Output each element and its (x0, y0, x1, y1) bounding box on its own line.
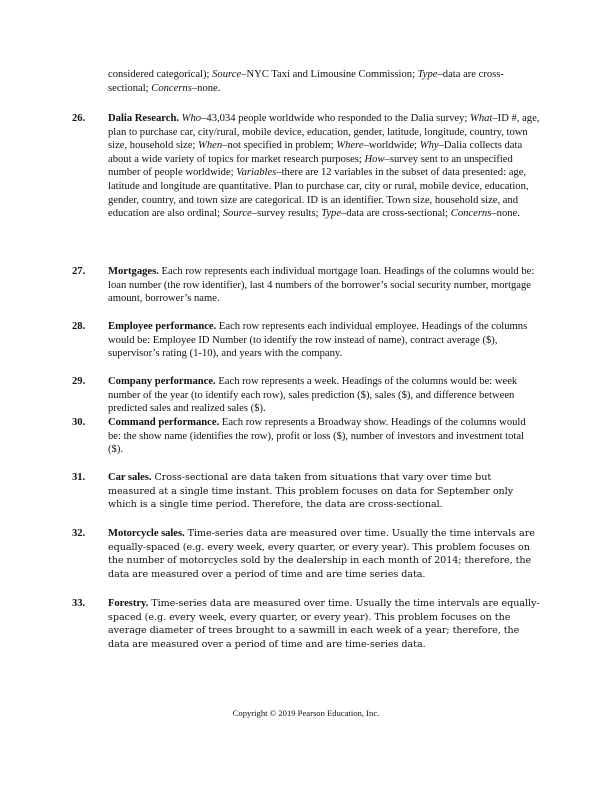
answer-number: 32. (72, 528, 86, 539)
answer-31 (72, 471, 540, 512)
italic-term: When (198, 140, 223, 152)
answer-30 (72, 416, 540, 457)
answer-number: 28. (72, 321, 86, 332)
answer-text: Each row represents each individual employee. Headings of the columns would be: Employee ID Number (to identify the row instead of name), contract average ($), supervisor’s rating (1-10), and years with the company. (108, 321, 528, 360)
text-run: –not specified in problem; (222, 140, 337, 152)
answer-number: 29. (72, 376, 86, 387)
italic-term: Source (212, 69, 242, 80)
text-run: –survey sent to an unspecified number of people worldwide; (108, 153, 513, 179)
answer-text: Cross-sectional are data taken from situations that vary over time but measured at a single time instant. This problem focuses on data for September only which is a single time period. Therefore, the data are cross-sectional. (108, 472, 514, 511)
answer-title: Motorcycle sales. (108, 528, 185, 539)
answer-number: 26. (72, 113, 86, 124)
text-run: –NYC Taxi and Limousine Commission; (241, 69, 418, 80)
italic-term: Source (222, 208, 252, 220)
answer-28 (72, 320, 542, 361)
answer-text (108, 113, 539, 219)
text-run: considered categorical); (108, 69, 213, 80)
text-run: –none. (491, 208, 520, 220)
answer-text: Time-series data are measured over time. Usually the time intervals are equally-spaced (e.g. every week, every quarter, or every year). This problem focuses on the average diameter of trees brought to a sawmill in each week of a year; therefore, the data are measured over a period of time and are time-series data. (108, 598, 540, 650)
text-run: –ID #, age, plan to purchase car, city/rural, mobile device, education, gender, latitude, longitude, country, town size, household size; (108, 113, 540, 152)
italic-term: Type (321, 208, 342, 220)
italic-term: Concerns (151, 82, 192, 94)
text-run: –Dalia collects data about a wide variety of topics for market research purposes; (108, 140, 523, 165)
answer-text: Each row represents a week. Headings of the columns would be: week number of the year (to identify each row), sales prediction ($), sales ($), and difference between predicted sales and realized sales ($). (108, 376, 518, 415)
text-run: –43,034 people worldwide who responded to the Dalia survey; (201, 113, 470, 124)
copyright-footer: Copyright © 2019 Pearson Education, Inc. (232, 708, 380, 718)
answer-27 (72, 265, 540, 306)
answer-number: 33. (72, 598, 86, 609)
answer-26 (72, 112, 540, 221)
answer-title: Mortgages. (108, 266, 159, 277)
italic-term: Variables (236, 167, 277, 179)
answer-title: Company performance. (108, 376, 216, 387)
answer-text: Each row represents each individual mortgage loan. Headings of the columns would be: loan number (the row identifier), last 4 numbers of the borrower’s social security number, mortgage amount, borrower’s name. (108, 266, 535, 305)
answer-title: Car sales. (108, 472, 152, 483)
answer-33 (72, 597, 540, 651)
italic-term: What (470, 113, 493, 124)
answer-text: Each row represents a Broadway show. Headings of the columns would be: the show name (identifies the row), profit or loss ($), number of investors and investment total ($). (108, 417, 526, 456)
answer-number: 31. (72, 472, 86, 483)
answer-text: Time-series data are measured over time. Usually the time intervals are equally-spaced (e.g. every week, every quarter, or every year). This problem focuses on the number of motorcycles sold by the dealership in each month of 2014; therefore, the data are measured over a period of time and are time series data. (108, 528, 535, 580)
italic-term: How (364, 153, 385, 165)
italic-term: Type (417, 69, 438, 80)
continuation-paragraph (108, 68, 540, 95)
answer-title: Command performance. (108, 417, 220, 428)
answer-title: Dalia Research. (108, 113, 180, 124)
text-run: –data are cross-sectional; (341, 208, 451, 220)
answer-number: 30. (72, 417, 86, 428)
italic-term: Who (181, 113, 202, 124)
answer-32 (72, 527, 540, 581)
text-run: –data are cross-sectional; (108, 69, 504, 94)
text-run: –none. (191, 82, 221, 94)
text-run: –worldwide; (363, 140, 420, 152)
italic-term: Concerns (450, 208, 492, 220)
text-run: –survey results; (251, 208, 322, 220)
answer-title: Employee performance. (108, 321, 217, 332)
italic-term: Where (336, 140, 364, 152)
answer-number: 27. (72, 266, 86, 277)
text-run: –there are 12 variables in the subset of data presented: age, latitude and longitude are quantitative. Plan to purchase car, city or rural, mobile device, education, gender, country, and town size are categorical. ID is an identifier. Town size, household size, and education are also ordinal; (108, 167, 529, 220)
italic-term: Why (419, 140, 439, 152)
answer-29 (72, 375, 540, 416)
answer-title: Forestry. (108, 598, 149, 609)
